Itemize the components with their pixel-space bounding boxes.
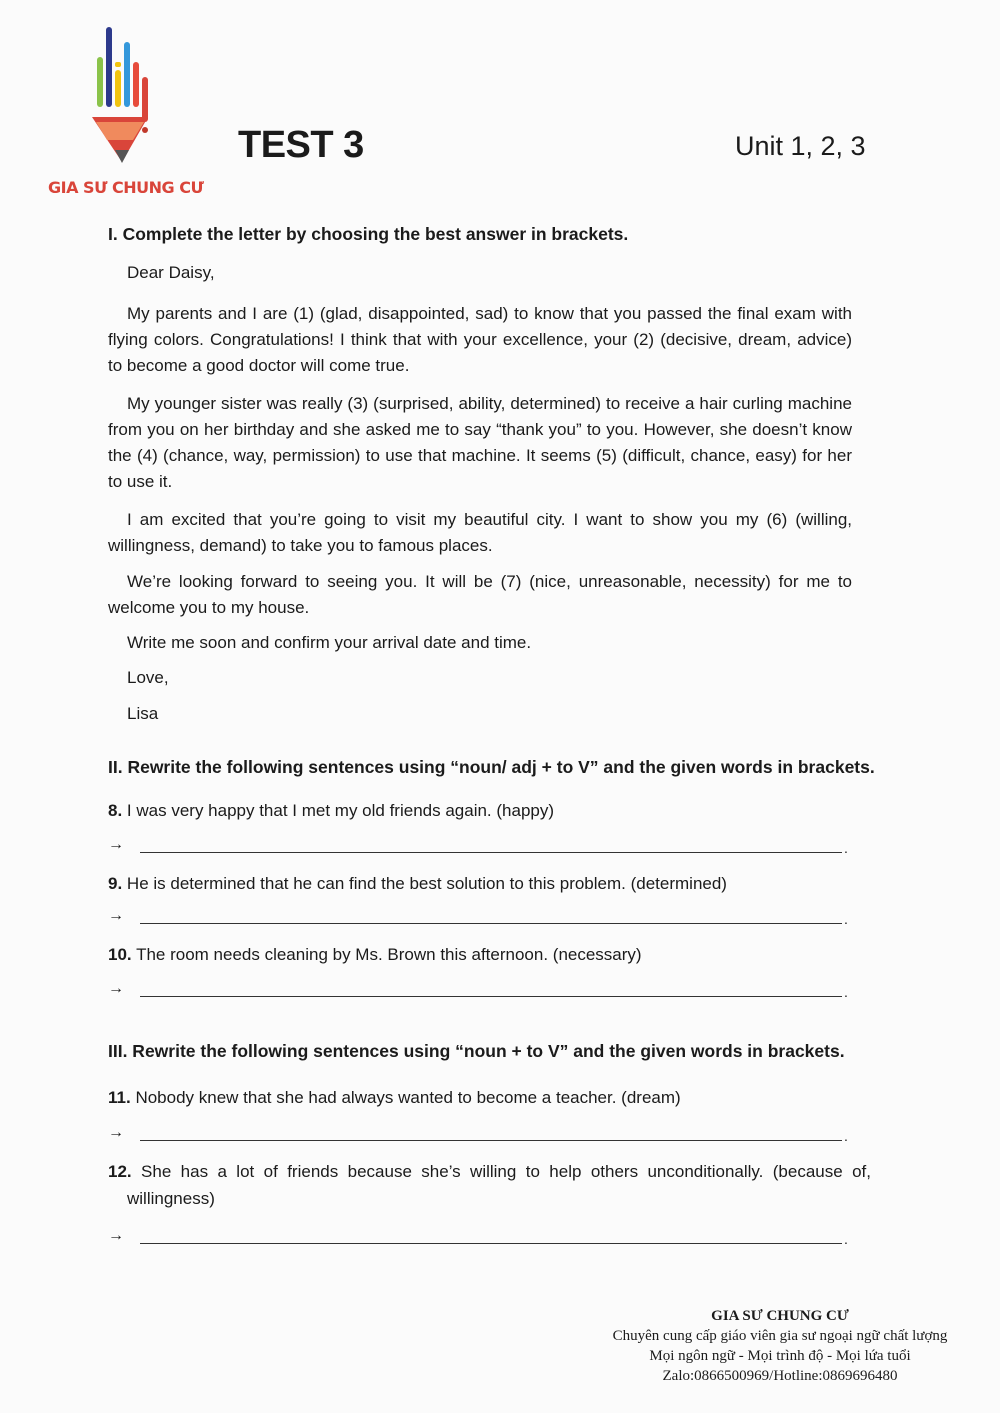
footer-contact: Zalo:0866500969/Hotline:0869696480 xyxy=(662,1368,898,1384)
question-text: He is determined that he can find the best solution to this problem. (determined) xyxy=(126,874,727,893)
question-number: 11. xyxy=(108,1088,131,1107)
answer-line-12[interactable] xyxy=(108,1227,852,1249)
arrow-icon: → xyxy=(108,1227,124,1244)
question-number: 12. xyxy=(108,1162,132,1181)
letter-paragraph-1: My parents and I are (1) (glad, disappointed, sad) to know that you passed the final exam with flying colors. Congratulations! I think that with your excellence, your (2) (decisive, dream, advice) to become a good doctor will come true. xyxy=(108,304,852,375)
answer-rule xyxy=(140,923,842,924)
letter-paragraph-2: My younger sister was really (3) (surprised, ability, determined) to receive a hair curling machine from you on her birthday and she asked me to say “thank you” to you. However, she doesn’t know the (4) (chance, way, permission) to use that machine. It seems (5) (difficult, chance, easy) for her to use it. xyxy=(108,394,852,491)
section-2-heading: II. Rewrite the following sentences using “noun/ adj + to V” and the given words in brackets. xyxy=(108,757,875,777)
footer-name: GIA SƯ CHUNG CƯ xyxy=(711,1308,849,1324)
brand-name: GIA SƯ CHUNG CƯ xyxy=(48,178,204,197)
question-12 xyxy=(108,1158,871,1212)
letter-paragraph-5: Write me soon and confirm your arrival date and time. xyxy=(127,633,532,652)
arrow-icon: → xyxy=(108,1124,124,1141)
letter-greeting: Dear Daisy, xyxy=(127,263,215,282)
question-10 xyxy=(108,941,852,968)
question-text: She has a lot of friends because she’s willing to help others unconditionally. (because of, willingness) xyxy=(127,1162,871,1208)
answer-rule xyxy=(140,852,842,853)
letter-paragraph-4: We’re looking forward to seeing you. It will be (7) (nice, unreasonable, necessity) for me to welcome you to my house. xyxy=(108,572,852,617)
question-text: The room needs cleaning by Ms. Brown this afternoon. (necessary) xyxy=(136,945,642,964)
answer-end: . xyxy=(844,840,848,856)
arrow-icon: → xyxy=(108,836,124,853)
answer-rule xyxy=(140,996,842,997)
answer-end: . xyxy=(844,1128,848,1144)
pencil-logo xyxy=(88,22,163,172)
arrow-icon: → xyxy=(108,907,124,924)
question-text: I was very happy that I met my old friends again. (happy) xyxy=(126,801,555,820)
letter-paragraph-3: I am excited that you’re going to visit my beautiful city. I want to show you my (6) (willing, willingness, demand) to take you to famous places. xyxy=(108,510,852,555)
test-title: TEST 3 xyxy=(238,124,364,166)
answer-end: . xyxy=(844,1231,848,1247)
answer-rule xyxy=(140,1243,842,1244)
unit-label: Unit 1, 2, 3 xyxy=(735,131,866,161)
letter-signature: Lisa xyxy=(127,704,159,723)
question-number: 8. xyxy=(108,801,123,820)
answer-line-9[interactable] xyxy=(108,907,852,929)
answer-end: . xyxy=(844,911,848,927)
answer-line-10[interactable] xyxy=(108,980,852,1002)
section-1-heading: I. Complete the letter by choosing the best answer in brackets. xyxy=(108,224,629,244)
arrow-icon: → xyxy=(108,980,124,997)
answer-rule xyxy=(140,1140,842,1141)
answer-line-8[interactable] xyxy=(108,836,852,858)
answer-line-11[interactable] xyxy=(108,1124,852,1146)
footer xyxy=(560,1306,1000,1386)
footer-line-2: Mọi ngôn ngữ - Mọi trình độ - Mọi lứa tuổi xyxy=(649,1348,911,1364)
letter-closing: Love, xyxy=(127,668,169,687)
section-3-heading: III. Rewrite the following sentences using “noun + to V” and the given words in brackets. xyxy=(108,1041,845,1061)
question-11 xyxy=(108,1084,852,1111)
question-text: Nobody knew that she had always wanted to become a teacher. (dream) xyxy=(135,1088,681,1107)
question-number: 9. xyxy=(108,874,123,893)
question-8 xyxy=(108,797,852,824)
answer-end: . xyxy=(844,984,848,1000)
footer-line-1: Chuyên cung cấp giáo viên gia sư ngoại ngữ chất lượng xyxy=(612,1328,948,1344)
question-number: 10. xyxy=(108,945,132,964)
question-9 xyxy=(108,870,852,897)
